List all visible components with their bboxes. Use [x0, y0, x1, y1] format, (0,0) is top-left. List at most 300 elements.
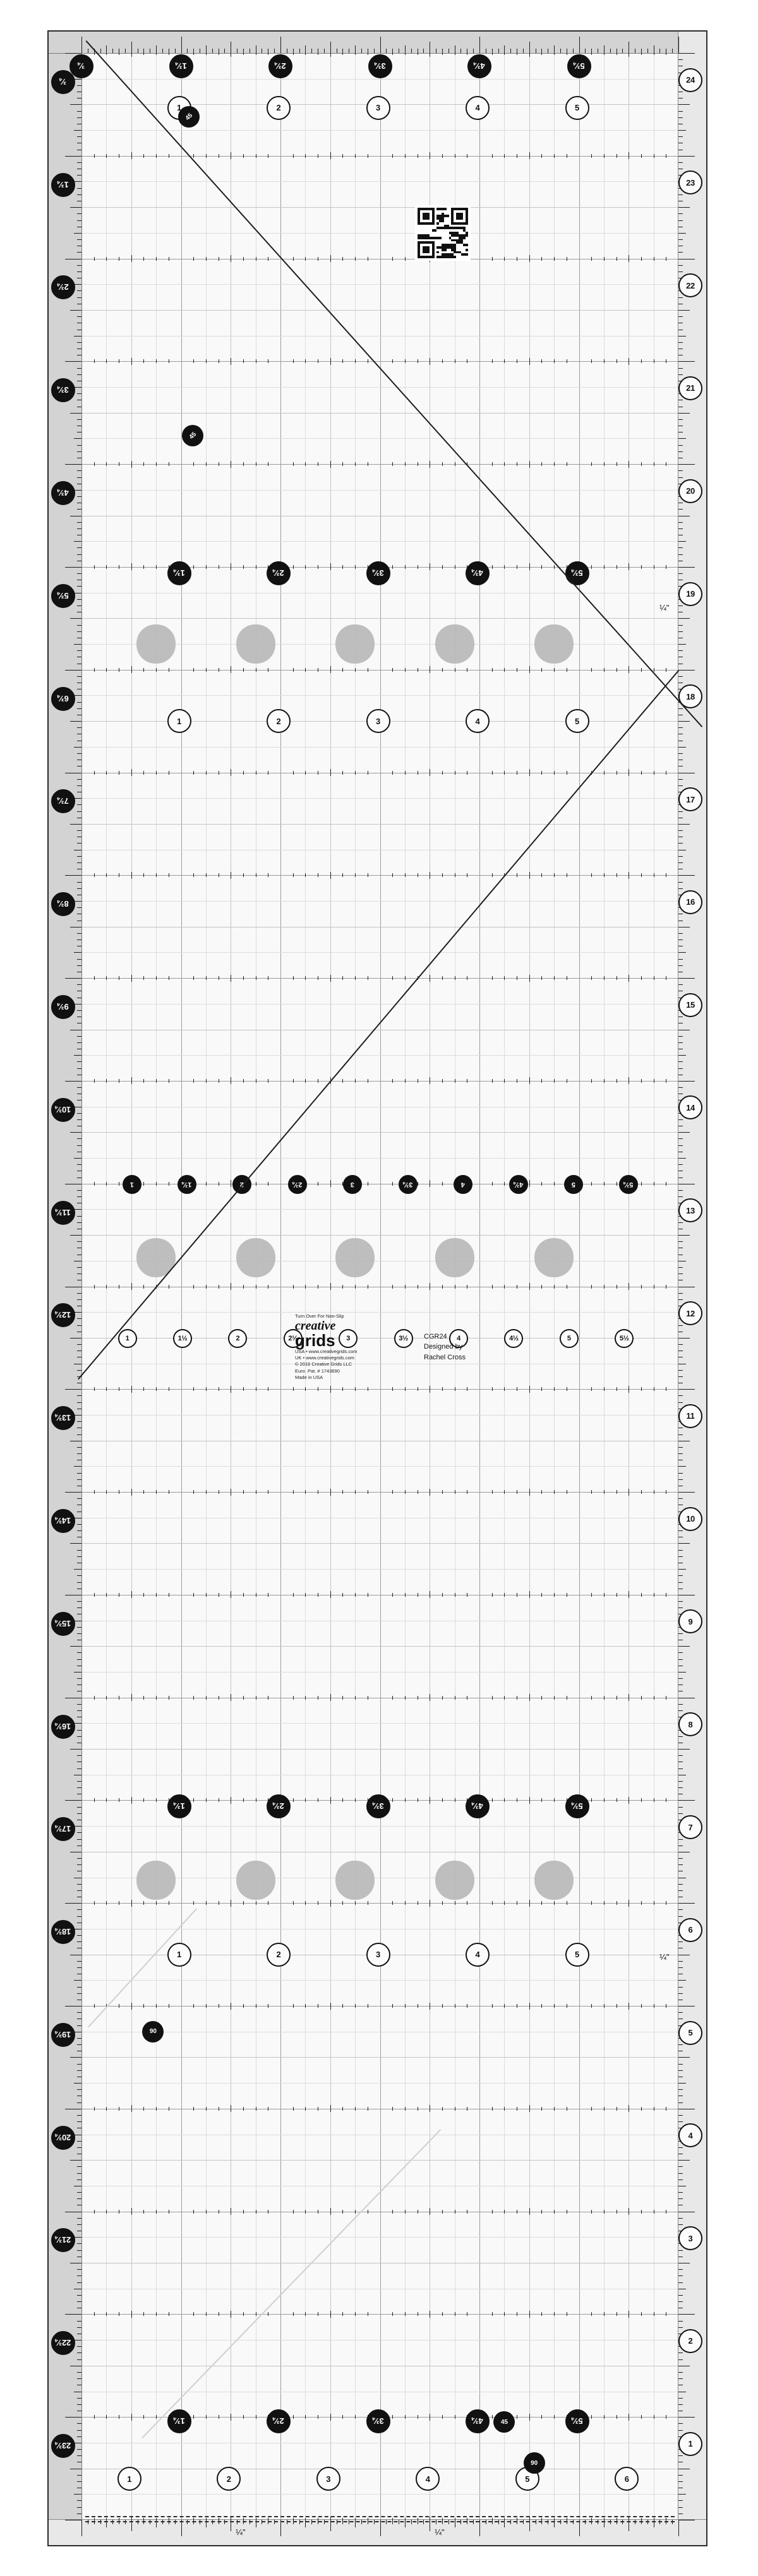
tick-interior [305, 771, 306, 775]
grid-line-horizontal [49, 79, 706, 80]
tick-right [678, 2417, 695, 2418]
tick-interior [106, 1593, 107, 1597]
tick-right [678, 1338, 690, 1339]
tick-interior [156, 154, 157, 158]
tick-right [678, 509, 683, 510]
tick-interior [405, 2004, 406, 2008]
tick-interior [504, 2210, 505, 2214]
tick-left [77, 959, 81, 960]
tick-interior [106, 771, 107, 775]
tick-left [77, 188, 81, 189]
left-scale-badge: 19¾ [51, 2023, 75, 2047]
tick-left [77, 1196, 81, 1197]
tick-interior [604, 771, 605, 775]
tick-interior [206, 2415, 207, 2419]
grid-line-vertical [106, 32, 107, 2545]
tick-right [678, 1447, 683, 1448]
bottom-dark-badge: 4¾ [466, 2409, 490, 2433]
tick-interior [156, 359, 157, 363]
tick-interior [405, 462, 406, 466]
tick-interior [131, 1489, 132, 1496]
tick-interior [554, 1798, 555, 1802]
mid-dark-badge-b: 2 [232, 1175, 251, 1194]
tick-left [65, 1492, 81, 1493]
tick-interior [342, 1696, 343, 1700]
tick-left [77, 2475, 81, 2476]
tick-interior [330, 1489, 331, 1496]
mid-light-badge-a: 5 [565, 709, 589, 733]
tick-bottom [81, 2520, 82, 2536]
tick-interior [243, 257, 244, 261]
tick-interior [591, 257, 592, 261]
tick-left [77, 862, 81, 863]
tick-left [65, 156, 81, 157]
grid-line-horizontal [49, 1415, 706, 1416]
logo-patent: Euro. Pat. # 1743690 [295, 1368, 340, 1374]
tick-left [77, 856, 81, 857]
tick-interior [243, 1079, 244, 1083]
tick-left [77, 2455, 81, 2456]
tick-right [678, 1479, 683, 1480]
tick-left [74, 181, 81, 182]
tick-left [77, 2243, 81, 2244]
tick-interior [591, 2210, 592, 2214]
tick-interior [442, 1285, 443, 1289]
tick-interior [106, 2312, 107, 2316]
tick-interior [541, 2004, 542, 2008]
tick-left [70, 1543, 81, 1544]
tick-interior [156, 1696, 157, 1700]
tick-interior [442, 1182, 443, 1186]
tick-interior [541, 1901, 542, 1905]
tick-interior [492, 1901, 493, 1905]
tick-interior [206, 1798, 207, 1802]
left-scale-badge: 13¾ [51, 1406, 75, 1430]
tick-interior [405, 668, 406, 672]
tick-interior [305, 2107, 306, 2111]
tick-interior [529, 1797, 530, 1804]
bottom-light-badge: 4 [416, 2467, 440, 2491]
tick-left [70, 2057, 81, 2058]
tick-top [610, 49, 611, 53]
tick-interior [193, 1285, 194, 1289]
tick-interior [591, 2107, 592, 2111]
tick-interior [641, 1798, 642, 1802]
tick-interior [405, 1285, 406, 1289]
tick-interior [243, 1696, 244, 1700]
tick-interior [305, 359, 306, 363]
tick-interior [504, 668, 505, 672]
tick-interior [106, 257, 107, 261]
left-scale-badge: 23¾ [51, 2434, 75, 2458]
grid-line-horizontal [49, 1132, 706, 1133]
half-scale-badge: 1 [118, 1329, 137, 1348]
qr-code[interactable] [415, 205, 471, 261]
tick-interior [342, 2210, 343, 2214]
quilting-ruler[interactable] [47, 30, 707, 2546]
tick-left [77, 2198, 81, 2199]
tick-interior [94, 1079, 95, 1083]
tick-interior [355, 1696, 356, 1700]
tick-right [678, 1119, 683, 1120]
mid-dark-badge-a: 1¾ [167, 561, 191, 585]
grid-line-horizontal [49, 2314, 706, 2315]
tick-right [678, 2507, 683, 2508]
tick-right [678, 676, 683, 677]
tick-left [77, 290, 81, 291]
tick-interior [206, 257, 207, 261]
tick-interior [641, 51, 642, 55]
grid-line-vertical [579, 32, 580, 2545]
tick-interior [156, 1490, 157, 1494]
tick-left [77, 1145, 81, 1146]
tick-interior [106, 1901, 107, 1905]
tick-right [678, 2404, 683, 2405]
tick-left [77, 2147, 81, 2148]
tick-interior [293, 2415, 294, 2419]
tick-interior [131, 2208, 132, 2215]
tick-interior [529, 1489, 530, 1496]
low-light-badge: 5 [565, 1943, 589, 1967]
tick-interior [504, 1696, 505, 1700]
grid-line-horizontal [49, 2237, 706, 2238]
tick-interior [442, 873, 443, 877]
tick-left [77, 984, 81, 985]
tick-left [77, 162, 81, 163]
model-number: CGR24 [424, 1332, 447, 1340]
tick-interior [405, 257, 406, 261]
top-dark-badge: 3¾ [368, 54, 392, 78]
tick-right [678, 2192, 683, 2193]
tick-interior [156, 873, 157, 877]
tick-left [77, 2218, 81, 2219]
tick-right [678, 644, 686, 645]
tick-right [678, 727, 683, 728]
qr-cell [436, 222, 439, 225]
tick-right [678, 1138, 683, 1139]
tick-left [70, 207, 81, 208]
tick-left [74, 1004, 81, 1005]
tick-right [678, 1235, 690, 1236]
tick-interior [591, 1182, 592, 1186]
tick-interior [106, 2415, 107, 2419]
tick-left [77, 239, 81, 240]
tick-right [678, 361, 695, 362]
tick-right [678, 1273, 683, 1274]
tick-right [678, 573, 683, 574]
tick-interior [156, 462, 157, 466]
tick-left [77, 1916, 81, 1917]
tick-interior [504, 462, 505, 466]
left-scale-badge: 3¾ [51, 378, 75, 402]
low-light-badge: 3 [366, 1943, 390, 1967]
tick-left [77, 1299, 81, 1300]
tick-left [77, 117, 81, 118]
tick-right [678, 605, 683, 606]
tick-interior [293, 2210, 294, 2214]
tick-left [77, 2321, 81, 2322]
grid-line-horizontal [49, 1672, 706, 1673]
tick-interior [641, 1079, 642, 1083]
tick-right [678, 310, 690, 311]
grid-line-horizontal [49, 1826, 706, 1827]
tick-interior [442, 359, 443, 363]
tick-interior [591, 462, 592, 466]
tick-interior [604, 462, 605, 466]
tick-interior [529, 666, 530, 673]
tick-interior [293, 2004, 294, 2008]
tick-left [77, 1710, 81, 1711]
tick-right [678, 631, 683, 632]
half-scale-badge: 5½ [615, 1329, 634, 1348]
tick-interior [206, 1182, 207, 1186]
tick-right [678, 1884, 683, 1885]
tick-left [74, 1312, 81, 1313]
tick-left [77, 451, 81, 452]
tick-interior [392, 359, 393, 363]
tick-right [678, 1736, 683, 1737]
designer-name: Rachel Cross [424, 1353, 466, 1361]
tick-right [678, 1569, 686, 1570]
tick-interior [392, 1182, 393, 1186]
tick-right [678, 1241, 683, 1242]
tick-right [678, 2314, 695, 2315]
grid-line-horizontal [49, 978, 706, 979]
left-scale-badge: 11¾ [51, 1201, 75, 1225]
grid-line-horizontal [49, 824, 706, 825]
tick-interior [156, 2312, 157, 2316]
designed-by-label: Designed by [424, 1343, 463, 1351]
tick-left [77, 1987, 81, 1988]
qr-cell [466, 244, 468, 246]
tick-interior [94, 771, 95, 775]
tick-interior [94, 2107, 95, 2111]
grid-line-horizontal [49, 1492, 706, 1493]
tick-left [77, 111, 81, 112]
tick-left [77, 1113, 81, 1114]
tick-right [678, 438, 686, 439]
tick-left [74, 490, 81, 491]
mid-dark-badge-a: 5¾ [565, 561, 589, 585]
tick-interior [131, 255, 132, 262]
left-scale-badge: 4¾ [51, 481, 75, 505]
right-scale-badge: 5 [678, 2021, 702, 2045]
tick-right [678, 194, 683, 195]
tick-right [678, 1768, 683, 1769]
tick-interior [143, 154, 144, 158]
tick-left [77, 419, 81, 420]
tick-interior [106, 873, 107, 877]
left-scale-badge: 10¾ [51, 1098, 75, 1122]
tick-left [77, 1498, 81, 1499]
tick-left [74, 1826, 81, 1827]
tick-left [77, 1755, 81, 1756]
tick-interior [529, 2105, 530, 2112]
tick-interior [143, 2210, 144, 2214]
tick-left [77, 252, 81, 253]
grid-line-horizontal [49, 2160, 706, 2161]
tick-interior [405, 1490, 406, 1494]
tick-interior [193, 2312, 194, 2316]
tick-left [77, 1730, 81, 1731]
tick-interior [442, 1387, 443, 1391]
tick-left [77, 1164, 81, 1165]
right-scale-badge: 19 [678, 582, 702, 606]
tick-right [678, 2121, 683, 2122]
tick-interior [492, 2415, 493, 2419]
tick-right [678, 2282, 683, 2283]
mid-dark-badge-a: 2¾ [267, 561, 291, 585]
right-scale-badge: 8 [678, 1712, 702, 1736]
tick-right [678, 470, 683, 471]
tick-interior [641, 1593, 642, 1597]
tick-interior [604, 257, 605, 261]
logo-tagline-top: Turn Over For Non-Slip [295, 1313, 344, 1319]
tick-interior [529, 1591, 530, 1598]
bottom-dark-badge: 5¾ [565, 2409, 589, 2433]
tick-interior [156, 1387, 157, 1391]
tick-left [77, 1864, 81, 1865]
tick-right [678, 2352, 683, 2353]
grid-line-horizontal [49, 413, 706, 414]
tick-interior [504, 1490, 505, 1494]
tick-interior [392, 1798, 393, 1802]
mid-dark-badge-b: 1 [123, 1175, 141, 1194]
tick-interior [355, 154, 356, 158]
tick-left [77, 631, 81, 632]
tick-left [77, 368, 81, 369]
tick-right [678, 1434, 683, 1435]
tick-interior [541, 1285, 542, 1289]
tick-interior [392, 1696, 393, 1700]
tick-interior [554, 771, 555, 775]
tick-left [65, 464, 81, 465]
tick-interior [106, 1387, 107, 1391]
tick-right [678, 522, 683, 523]
tick-interior [554, 1490, 555, 1494]
tick-left [77, 1575, 81, 1576]
tick-left [77, 599, 81, 600]
ruler-panel [49, 32, 706, 2545]
tick-interior [293, 2312, 294, 2316]
tick-interior [193, 1490, 194, 1494]
grid-line-horizontal [49, 156, 706, 157]
tick-interior [504, 1079, 505, 1083]
tick-interior [156, 2107, 157, 2111]
tick-interior [94, 359, 95, 363]
tick-interior [94, 2312, 95, 2316]
tick-left [77, 2250, 81, 2251]
tick-interior [492, 154, 493, 158]
tick-left [77, 2038, 81, 2039]
tick-right [678, 1987, 683, 1988]
qr-cell [442, 220, 444, 222]
tick-interior [156, 1182, 157, 1186]
qr-cell [435, 229, 437, 232]
tick-right [678, 843, 683, 844]
tick-interior [330, 2105, 331, 2112]
tick-top [81, 37, 82, 53]
tick-left [70, 1749, 81, 1750]
tick-right [678, 297, 683, 298]
grid-line-horizontal [49, 670, 706, 671]
tick-left [74, 901, 81, 902]
tick-interior [206, 154, 207, 158]
tick-interior [604, 976, 605, 980]
tick-interior [504, 2107, 505, 2111]
top-dark-badge: ¾ [69, 54, 93, 78]
right-scale-badge: 10 [678, 1507, 702, 1531]
tick-left [74, 2237, 81, 2238]
left-scale-badge: 9¾ [51, 995, 75, 1019]
tick-interior [342, 771, 343, 775]
tick-interior [442, 668, 443, 672]
tick-right [678, 1325, 683, 1326]
tick-interior [355, 462, 356, 466]
tick-left [77, 2025, 81, 2026]
top-light-badge: 5 [565, 96, 589, 120]
tick-left [77, 1190, 81, 1191]
tick-interior [392, 2312, 393, 2316]
tick-interior [243, 668, 244, 672]
low-dark-badge: 2¾ [267, 1794, 291, 1818]
tick-left [77, 2513, 81, 2514]
tick-interior [131, 358, 132, 365]
tick-left [77, 547, 81, 548]
tick-interior [442, 771, 443, 775]
tick-left [77, 1318, 81, 1319]
tick-left [77, 2327, 81, 2328]
tick-interior [392, 976, 393, 980]
tick-interior [492, 1490, 493, 1494]
tick-interior [305, 1798, 306, 1802]
tick-right [678, 374, 683, 375]
low-light-badge: 2 [267, 1943, 291, 1967]
grid-line-horizontal [49, 1749, 706, 1750]
tick-interior [330, 1694, 331, 1701]
tick-interior [243, 2210, 244, 2214]
tick-interior [492, 2210, 493, 2214]
tick-interior [641, 2415, 642, 2419]
tick-interior [131, 666, 132, 673]
tick-interior [94, 1490, 95, 1494]
tick-interior [156, 976, 157, 980]
tick-interior [131, 2105, 132, 2112]
seam-dash-bottom-2 [85, 2516, 675, 2517]
tick-interior [305, 1593, 306, 1597]
tick-interior [143, 1798, 144, 1802]
tick-left [77, 1473, 81, 1474]
tick-interior [604, 1285, 605, 1289]
tick-left [77, 843, 81, 844]
tick-interior [355, 1079, 356, 1083]
tick-interior [492, 668, 493, 672]
qr-cell [436, 251, 439, 254]
grid-line-horizontal [49, 798, 706, 799]
tick-interior [529, 2003, 530, 2010]
tick-interior [355, 976, 356, 980]
tick-right [678, 59, 683, 60]
tick-right [678, 1395, 683, 1396]
tick-interior [492, 2107, 493, 2111]
tick-left [77, 2398, 81, 2399]
tick-interior [641, 565, 642, 569]
tick-interior [305, 976, 306, 980]
tick-interior [554, 154, 555, 158]
tick-right [678, 779, 683, 780]
tick-interior [492, 771, 493, 775]
tick-left [77, 1582, 81, 1583]
